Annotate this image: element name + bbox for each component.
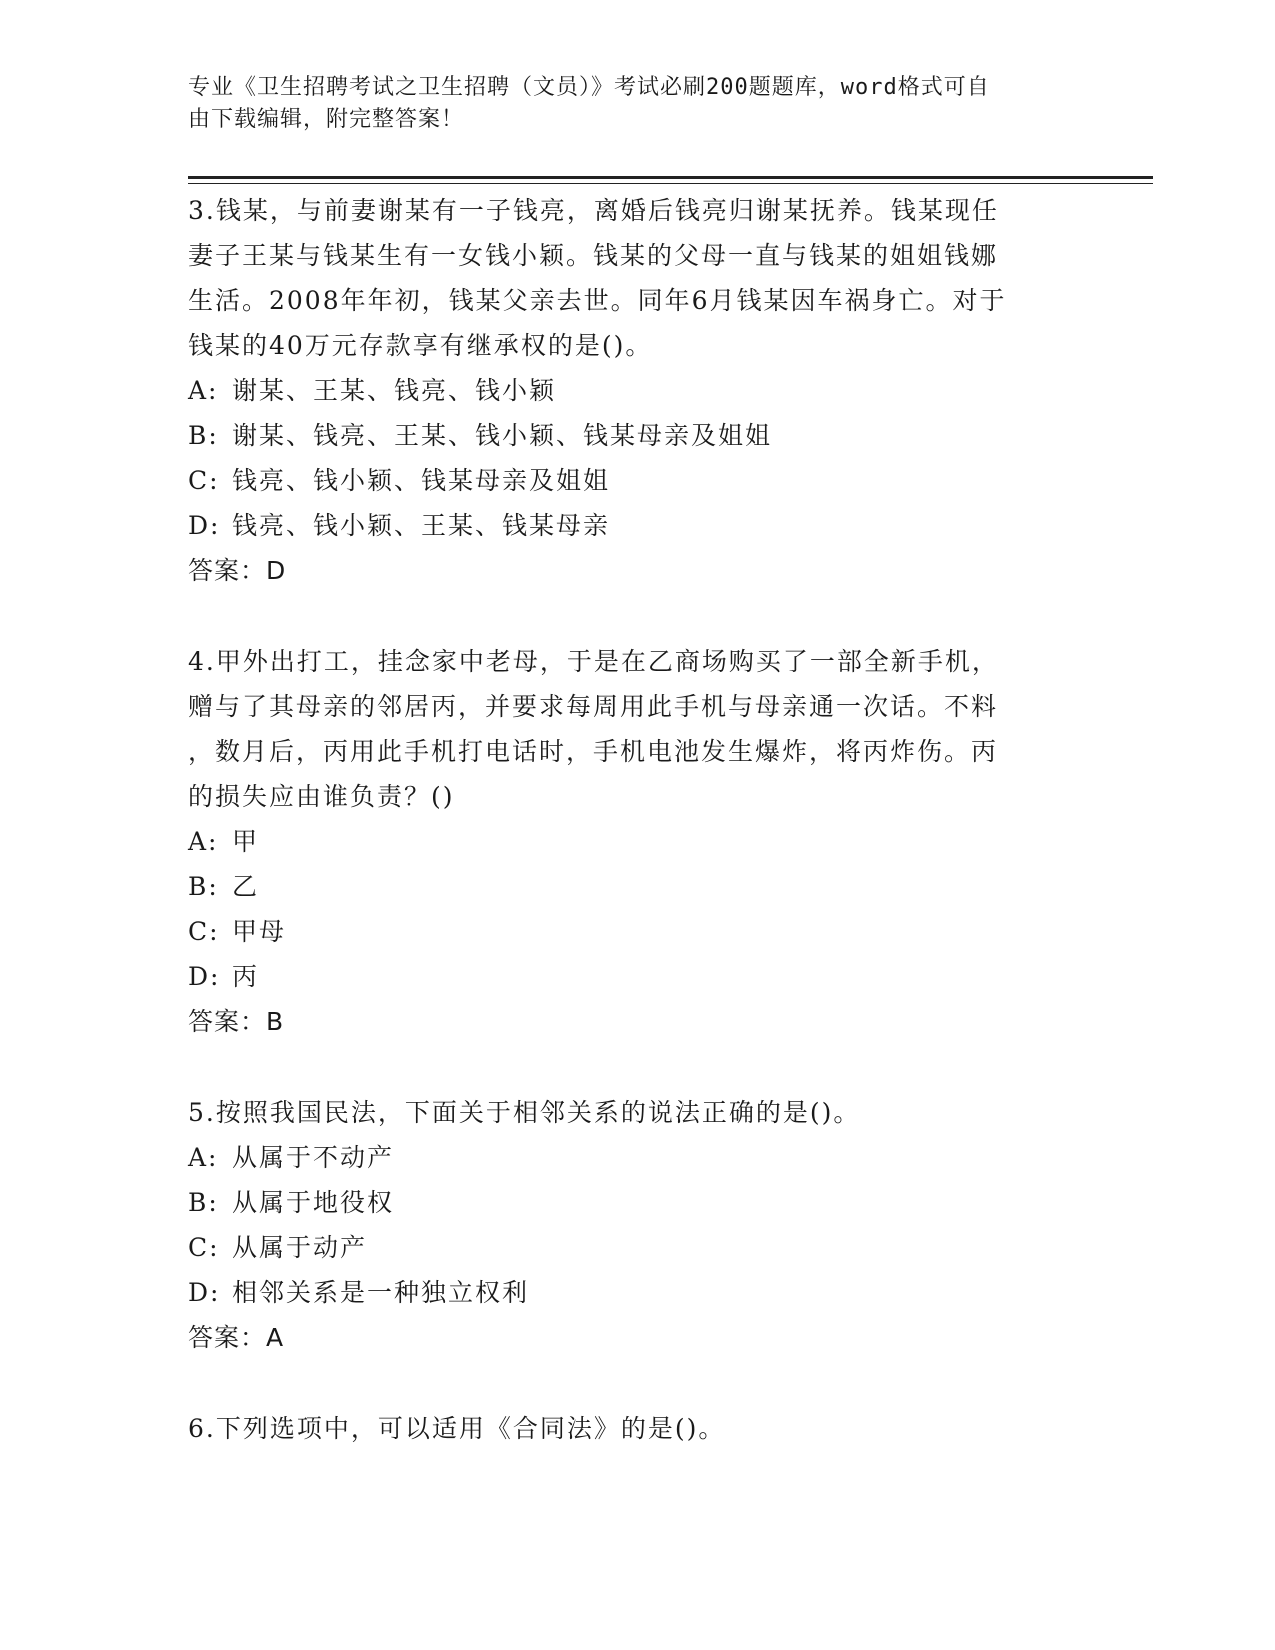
option-b [188, 1180, 1068, 1225]
option-text: 谢某、钱亮、王某、钱小颖、钱某母亲及姐姐 [232, 421, 773, 450]
option-c [188, 1225, 1068, 1270]
question-stem-line: 妻子王某与钱某生有一女钱小颖。钱某的父母一直与钱某的姐姐钱娜 [188, 241, 999, 270]
option-text: 甲母 [232, 917, 287, 946]
option-c [188, 909, 1068, 954]
question-5 [188, 1090, 1068, 1361]
option-key: B: [188, 872, 219, 901]
option-key: D: [188, 511, 221, 540]
question-3 [188, 188, 1068, 594]
answer-line: 答案：D [188, 556, 287, 585]
header-line-1: 专业《卫生招聘考试之卫生招聘（文员）》考试必刷200题题库，word格式可自 [188, 75, 990, 100]
question-stem-line: 生活。2008年年初，钱某父亲去世。同年6月钱某因车祸身亡。对于 [188, 286, 1007, 315]
option-key: B: [188, 1188, 219, 1217]
question-stem-line: 的损失应由谁负责？() [188, 782, 455, 811]
option-a [188, 1135, 1068, 1180]
option-key: D: [188, 962, 221, 991]
option-text: 从属于地役权 [232, 1188, 395, 1217]
question-stem-line: 6.下列选项中，可以适用《合同法》的是()。 [188, 1414, 726, 1443]
question-stem-line: 钱某的40万元存款享有继承权的是()。 [188, 331, 653, 360]
question-stem-line: 赠与了其母亲的邻居丙，并要求每周用此手机与母亲通一次话。不料 [188, 692, 999, 721]
option-c [188, 458, 1068, 503]
question-4 [188, 639, 1068, 1045]
option-a [188, 819, 1068, 864]
option-key: C: [188, 917, 220, 946]
question-stem-line: ，数月后，丙用此手机打电话时，手机电池发生爆炸，将丙炸伤。丙 [188, 737, 999, 766]
option-text: 甲 [232, 827, 260, 856]
question-list [188, 188, 1068, 1496]
answer-line: 答案：A [188, 1323, 285, 1352]
document-header [188, 72, 1068, 136]
option-text: 钱亮、钱小颖、钱某母亲及姐姐 [232, 466, 611, 495]
option-key: D: [188, 1278, 221, 1307]
option-key: C: [188, 1233, 220, 1262]
option-key: A: [188, 376, 219, 405]
option-d [188, 503, 1068, 548]
option-text: 钱亮、钱小颖、王某、钱某母亲 [232, 511, 611, 540]
header-line-2: 由下载编辑，附完整答案！ [188, 107, 465, 132]
option-a [188, 368, 1068, 413]
header-divider-thin [188, 183, 1153, 184]
option-key: B: [188, 421, 219, 450]
option-text: 谢某、王某、钱亮、钱小颖 [232, 376, 557, 405]
option-text: 乙 [232, 872, 260, 901]
option-b [188, 864, 1068, 909]
option-d [188, 954, 1068, 999]
header-divider-thick [188, 176, 1153, 179]
question-6 [188, 1406, 1068, 1451]
option-text: 从属于动产 [232, 1233, 368, 1262]
option-text: 相邻关系是一种独立权利 [232, 1278, 530, 1307]
option-text: 从属于不动产 [232, 1143, 395, 1172]
question-stem-line: 3.钱某，与前妻谢某有一子钱亮，离婚后钱亮归谢某抚养。钱某现任 [188, 196, 999, 225]
option-b [188, 413, 1068, 458]
question-stem-line: 5.按照我国民法，下面关于相邻关系的说法正确的是()。 [188, 1098, 861, 1127]
question-stem-line: 4.甲外出打工，挂念家中老母，于是在乙商场购买了一部全新手机， [188, 647, 999, 676]
answer-line: 答案：B [188, 1007, 285, 1036]
option-text: 丙 [232, 962, 260, 991]
option-key: A: [188, 1143, 219, 1172]
option-key: C: [188, 466, 220, 495]
option-key: A: [188, 827, 219, 856]
option-d [188, 1270, 1068, 1315]
